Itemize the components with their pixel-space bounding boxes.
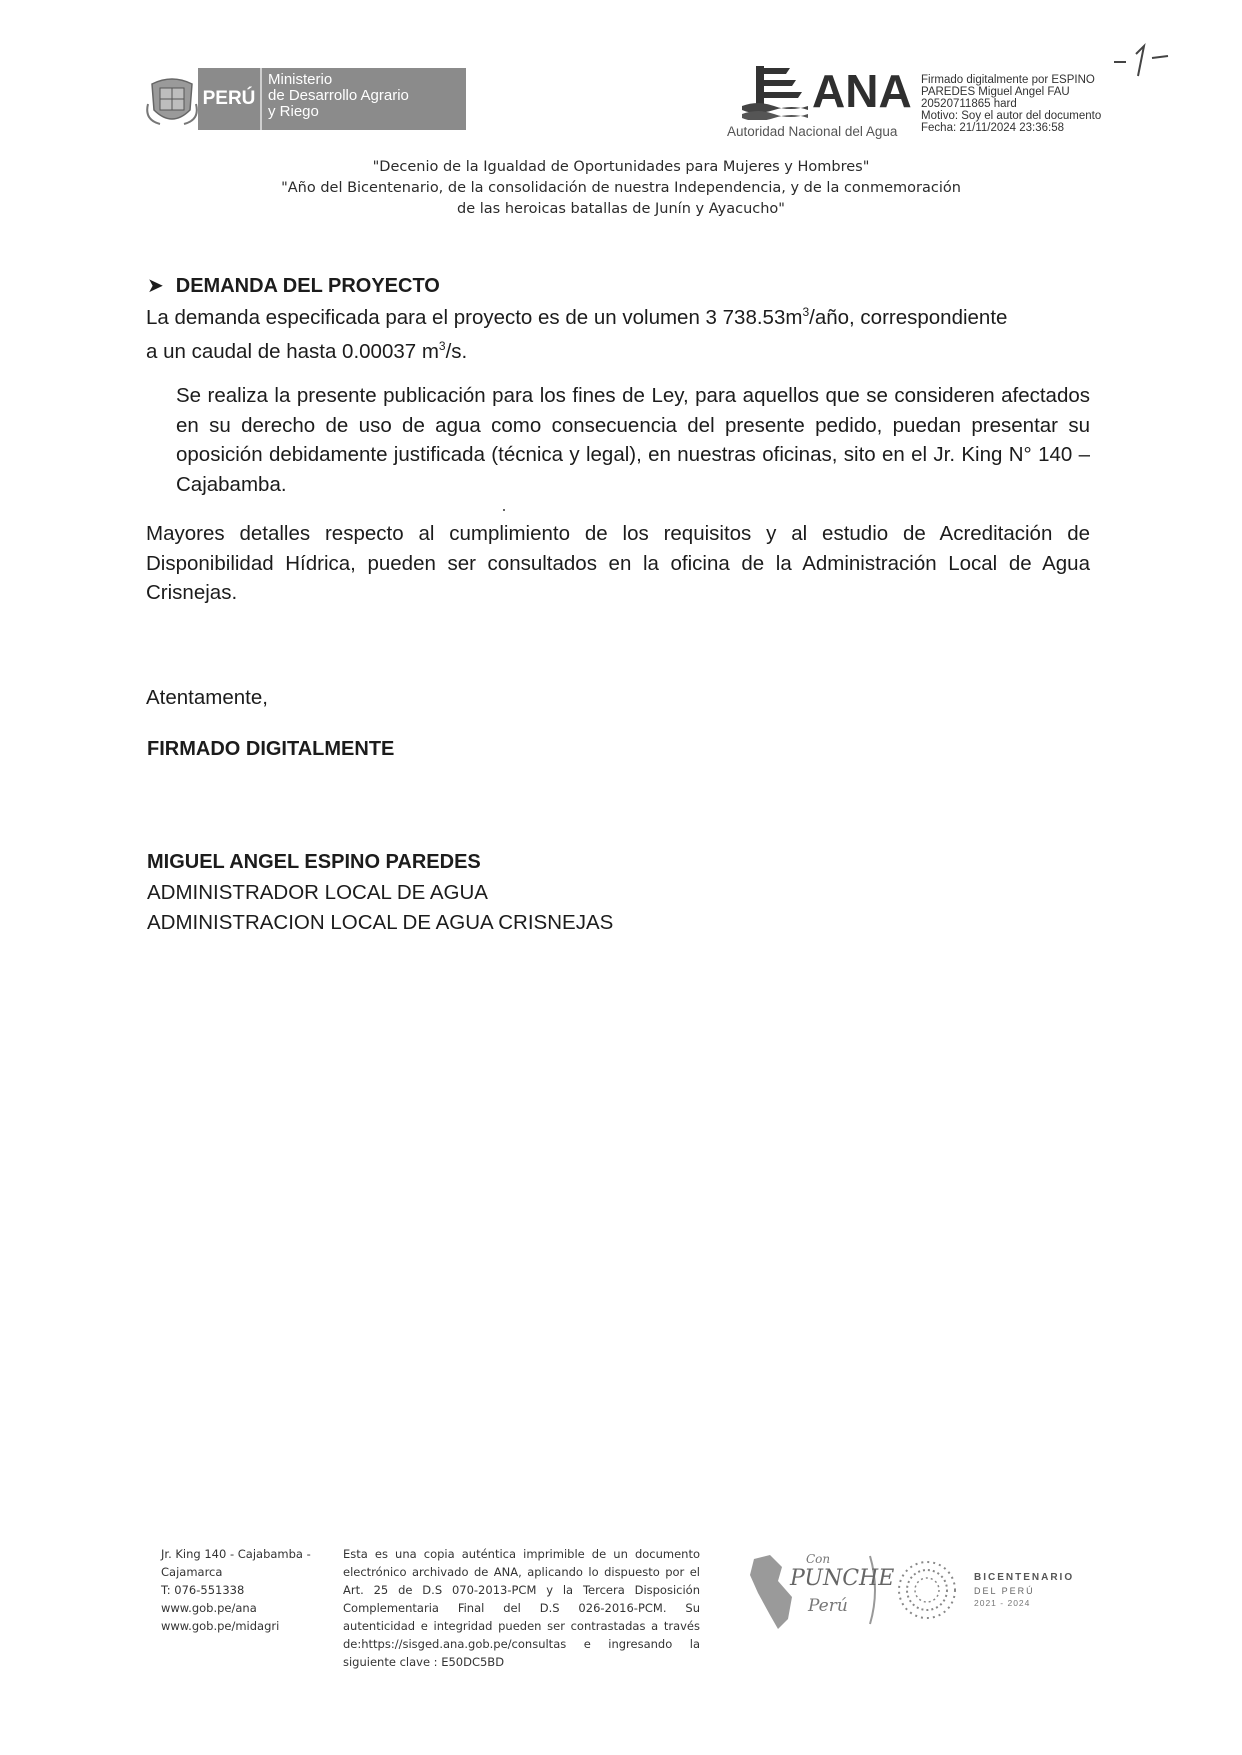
punche-con-label: Con <box>806 1552 831 1566</box>
footer-legal-notice: Esta es una copia auténtica imprimible de un documento electrónico archivado de ANA, aplicando lo dispuesto por el Art. 25 de D.S 070-2013-PCM y la Tercera Disposición Complementaria Final del D.S 026-2016-PCM. Su autenticidad e integridad pueden ser contrastadas a través de:https://sisged.ana.gob.pe/consultas e ingresando la siguiente clave : E50DC5BD <box>343 1547 700 1669</box>
minagri-logo <box>198 68 466 130</box>
minagri-name: Ministerio de Desarrollo Agrario y Riego <box>268 71 409 120</box>
details-paragraph: Mayores detalles respecto al cumplimiento de los requisitos y al estudio de Acreditación de Disponibilidad Hídrica, pueden ser consultados en la oficina de la Administración Local de Agua Crisnejas. <box>146 522 1090 604</box>
signer-role: ADMINISTRADOR LOCAL DE AGUA <box>147 881 488 904</box>
scan-speck <box>503 509 505 511</box>
ana-subtitle: Autoridad Nacional del Agua <box>727 124 898 139</box>
signed-digitally-label: FIRMADO DIGITALMENTE <box>147 738 395 760</box>
publication-paragraph: Se realiza la presente publicación para los fines de Ley, para aquellos que se consideren afectados en su derecho de uso de agua como consecuencia del presente pedido, puedan presentar su oposición debidamente justificada (técnica y legal), en nuestras oficinas, sito en el Jr. King N° 140 – Cajabamba. <box>176 384 1090 496</box>
section-title: ➤ DEMANDA DEL PROYECTO <box>147 275 440 297</box>
demand-statement: La demanda especificada para el proyecto es de un volumen 3 $738.53m^3$/año, correspondiente a un caudal de hasta 0.00037 $m^3/s$. <box>146 305 1008 363</box>
ana-logo-text: ANA <box>812 65 912 117</box>
signer-office: ADMINISTRACION LOCAL DE AGUA CRISNEJAS <box>147 911 614 934</box>
punche-word-label: PUNCHE <box>790 1566 895 1591</box>
ana-wave-icon <box>742 64 808 120</box>
official-year-slogan: "Decenio de la Igualdad de Oportunidades para Mujeres y Hombres" "Año del Bicentenario, de la consolidación de nuestra Independencia, y de la conmemoración de las heroicas batallas de Junín y Ayacucho" <box>281 159 961 217</box>
peru-coat-of-arms-icon <box>146 74 198 130</box>
bicentenario-years: 2021 - 2024 <box>974 1598 1031 1608</box>
footer-address: Jr. King 140 - Cajabamba - Cajamarca T: 076-551338 www.gob.pe/ana www.gob.pe/midagri <box>161 1547 311 1633</box>
minagri-country: PERÚ <box>198 68 262 130</box>
digital-signature-stamp: Firmado digitalmente por ESPINO PAREDES Miguel Angel FAU 20520711865 hard Motivo: Soy el autor del documento Fecha: 21/11/2024 23:36:58 <box>921 74 1102 134</box>
arrow-bullet-icon: ➤ <box>147 275 164 297</box>
handwritten-page-number-icon <box>1112 40 1170 80</box>
link-ana[interactable]: www.gob.pe/ana <box>161 1601 257 1615</box>
bicentenario-sunburst-icon <box>893 1556 961 1624</box>
closing-salutation: Atentamente, <box>146 686 268 709</box>
bicentenario-country: DEL PERÚ <box>974 1586 1035 1596</box>
link-midagri[interactable]: www.gob.pe/midagri <box>161 1619 280 1633</box>
punche-peru-label: Perú <box>808 1596 848 1616</box>
signer-name: MIGUEL ANGEL ESPINO PAREDES <box>147 851 481 873</box>
bicentenario-title: BICENTENARIO <box>974 1572 1075 1583</box>
